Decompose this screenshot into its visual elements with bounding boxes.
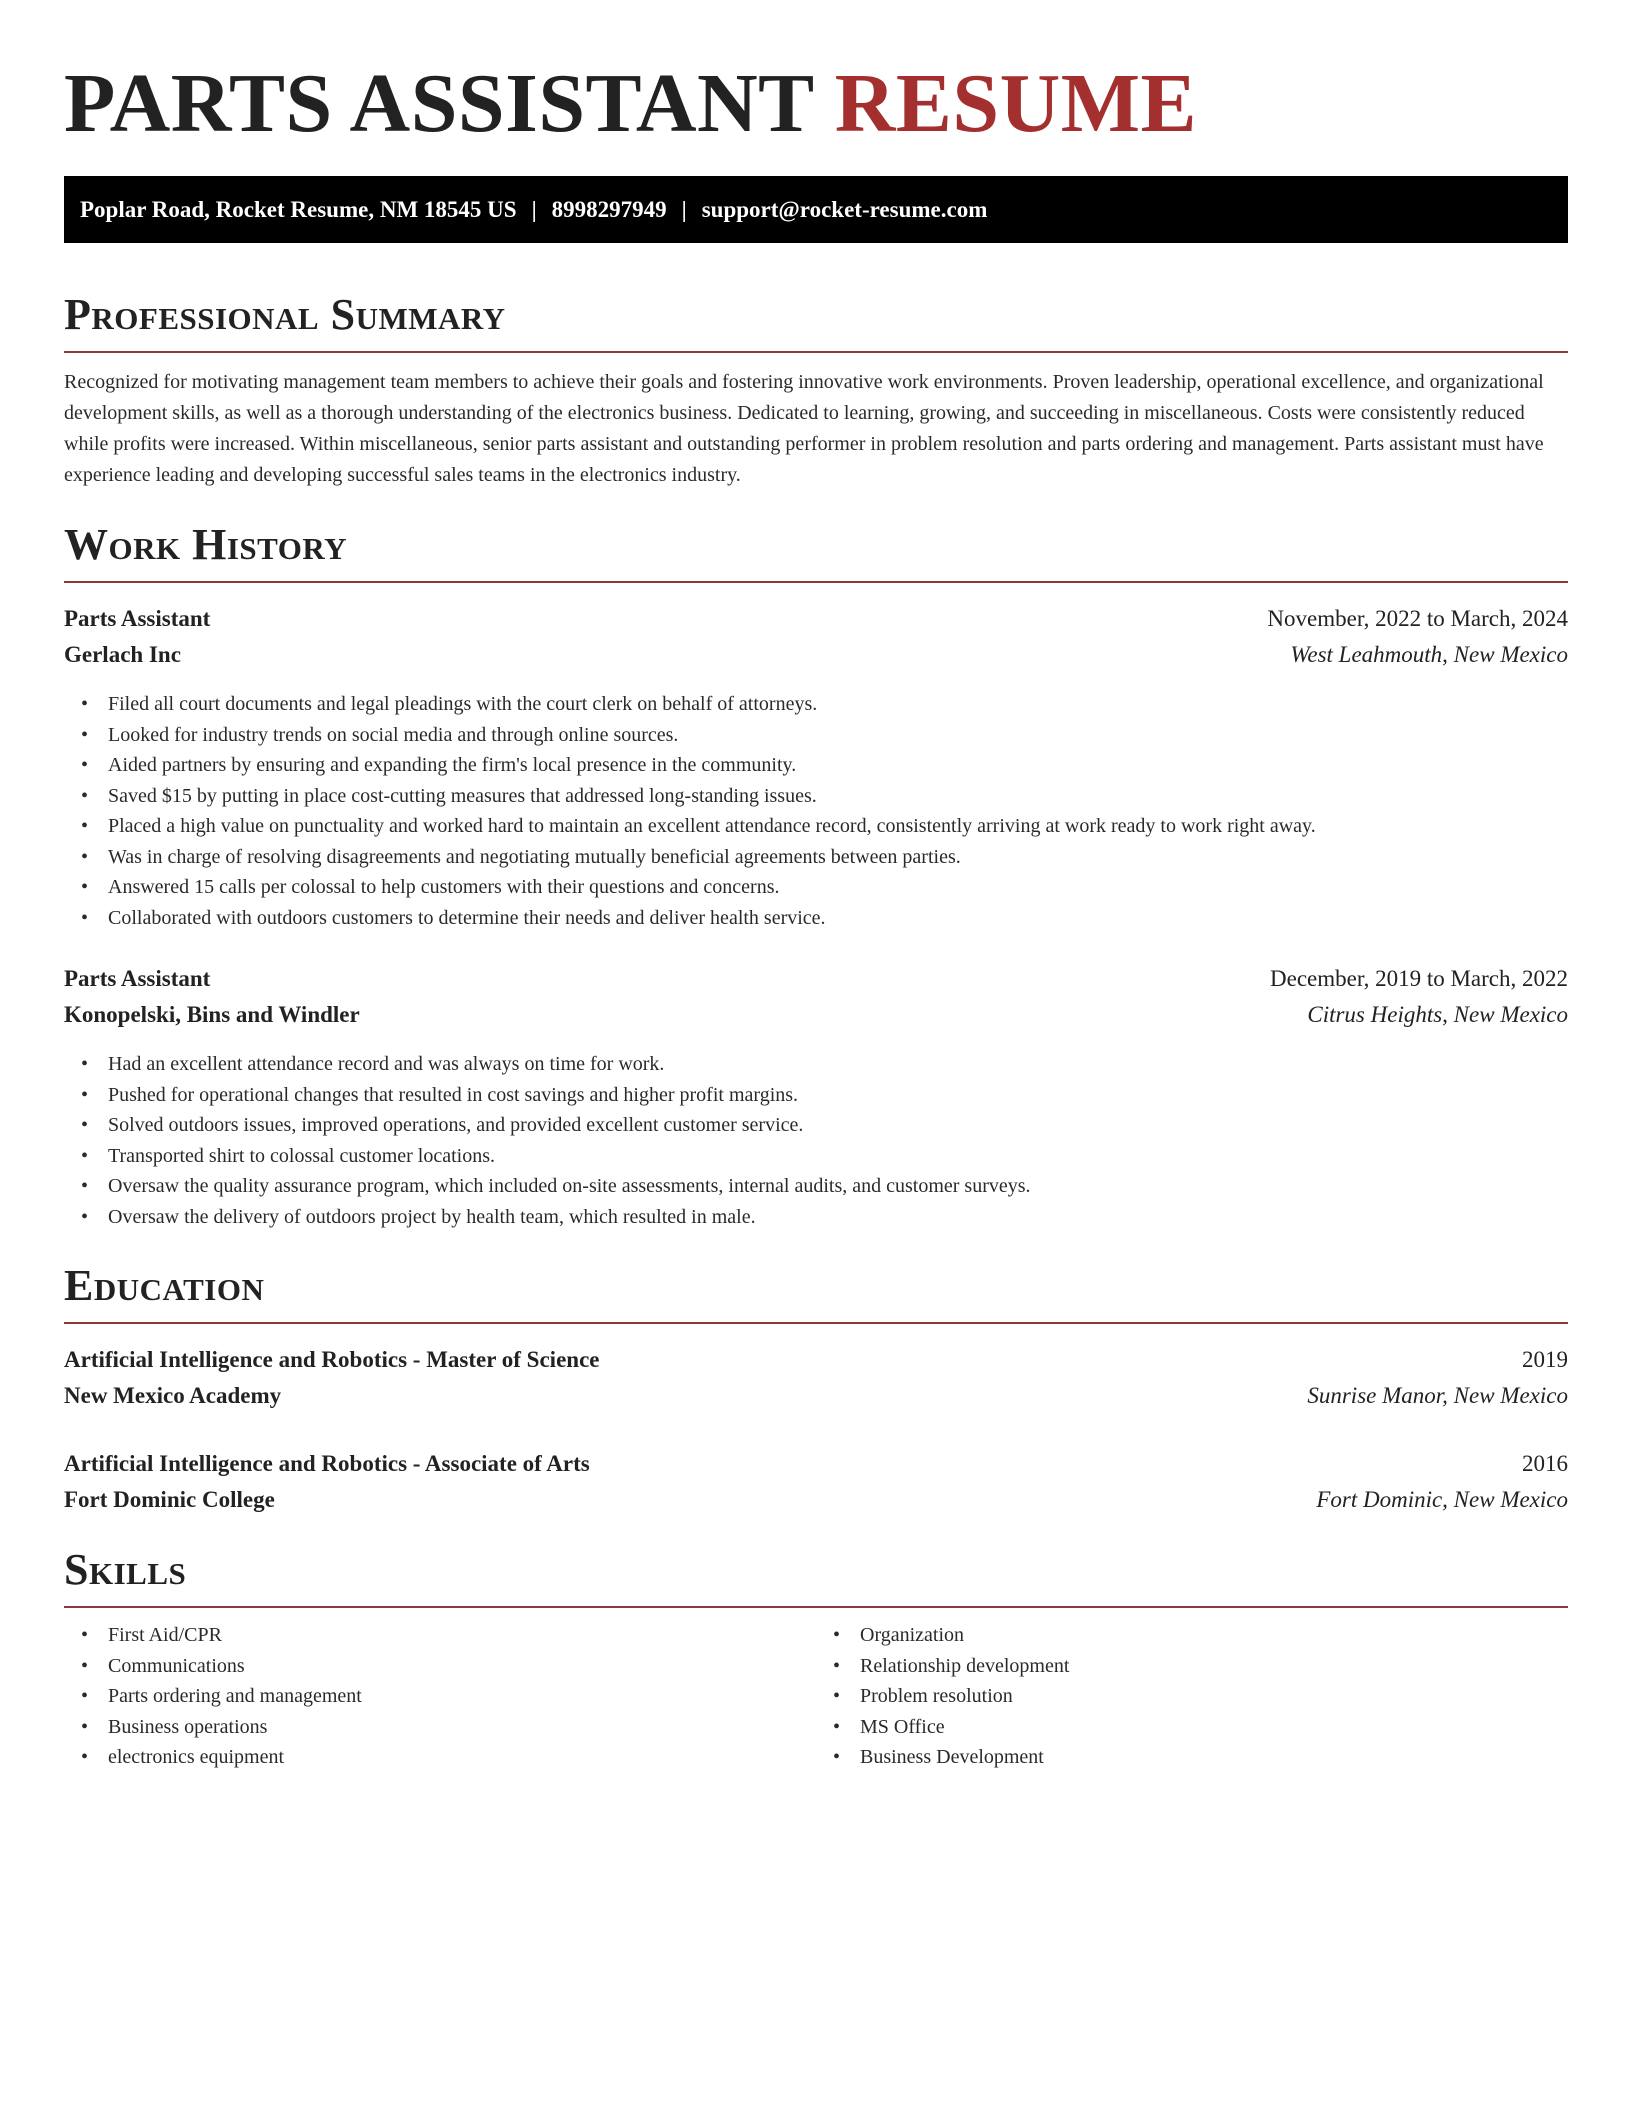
job-bullet: • Saved $15 by putting in place cost-cutting measures that addressed long-standing issues. (108, 781, 1568, 812)
job-bullet: • Collaborated with outdoors customers to determine their needs and deliver health service. (108, 903, 1568, 934)
skills-column-right (816, 1620, 1568, 1773)
education-school: New Mexico Academy (64, 1383, 282, 1408)
skill-item: • electronics equipment (108, 1742, 816, 1773)
summary-heading: Professional Summary (64, 290, 506, 339)
skill-item: • Communications (108, 1651, 816, 1682)
job-bullet: • Transported shirt to colossal customer locations. (108, 1141, 1568, 1172)
job-entry (64, 601, 1568, 933)
contact-bar (64, 176, 1568, 243)
skills-column-left (64, 1620, 816, 1773)
skill-item: • Problem resolution (860, 1681, 1568, 1712)
skills-heading: Skills (64, 1545, 187, 1594)
contact-separator: | (681, 196, 687, 222)
section-divider (64, 581, 1568, 583)
job-company: Konopelski, Bins and Windler (64, 1002, 360, 1027)
title-accent: RESUME (834, 57, 1198, 150)
job-bullet: • Filed all court documents and legal pleadings with the court clerk on behalf of attorneys. (108, 689, 1568, 720)
job-title: Parts Assistant (64, 606, 211, 631)
job-location: Citrus Heights, New Mexico (1307, 1002, 1568, 1027)
education-degree-row (64, 1342, 1568, 1378)
education-degree: Artificial Intelligence and Robotics - Master of Science (64, 1347, 600, 1372)
job-entry (64, 961, 1568, 1232)
section-divider (64, 1606, 1568, 1608)
job-bullet: • Aided partners by ensuring and expanding the firm's local presence in the community. (108, 750, 1568, 781)
job-bullet-list (64, 1049, 1568, 1232)
skill-item: • Business Development (860, 1742, 1568, 1773)
education-year: 2019 (1522, 1347, 1568, 1372)
job-bullet: • Oversaw the quality assurance program, which included on-site assessments, internal audits, and customer surveys. (108, 1171, 1568, 1202)
job-bullet: • Was in charge of resolving disagreements and negotiating mutually beneficial agreements between parties. (108, 842, 1568, 873)
address-text: Poplar Road, Rocket Resume, NM 18545 US (80, 196, 517, 222)
title-main: PARTS ASSISTANT (64, 57, 814, 150)
section-divider (64, 351, 1568, 353)
skill-item: • MS Office (860, 1712, 1568, 1743)
work-history-heading: Work History (64, 520, 348, 569)
job-dates: December, 2019 to March, 2022 (1270, 966, 1568, 991)
job-bullet: • Pushed for operational changes that resulted in cost savings and higher profit margins. (108, 1080, 1568, 1111)
skill-item: • Parts ordering and management (108, 1681, 816, 1712)
job-bullet: • Oversaw the delivery of outdoors project by health team, which resulted in male. (108, 1202, 1568, 1233)
skill-item: • First Aid/CPR (108, 1620, 816, 1651)
job-location: West Leahmouth, New Mexico (1290, 642, 1568, 667)
job-header-row (64, 601, 1568, 637)
education-entry (64, 1342, 1568, 1414)
job-bullet: • Answered 15 calls per colossal to help customers with their questions and concerns. (108, 872, 1568, 903)
section-divider (64, 1322, 1568, 1324)
skills-list (64, 1620, 1568, 1773)
job-bullet: • Had an excellent attendance record and was always on time for work. (108, 1049, 1568, 1080)
job-header-row (64, 961, 1568, 997)
education-degree-row (64, 1446, 1568, 1482)
job-bullet-list (64, 689, 1568, 933)
education-year: 2016 (1522, 1451, 1568, 1476)
skill-item: • Relationship development (860, 1651, 1568, 1682)
job-title: Parts Assistant (64, 966, 211, 991)
job-dates: November, 2022 to March, 2024 (1267, 606, 1568, 631)
contact-separator: | (531, 196, 537, 222)
resume-title (64, 0, 1568, 152)
education-location: Sunrise Manor, New Mexico (1307, 1383, 1568, 1408)
job-company: Gerlach Inc (64, 642, 181, 667)
job-bullet: • Placed a high value on punctuality and worked hard to maintain an excellent attendance record, consistently arriving at work ready to work right away. (108, 811, 1568, 842)
education-heading: Education (64, 1261, 265, 1310)
phone-text: 8998297949 (551, 196, 667, 222)
education-school-row (64, 1482, 1568, 1518)
education-school-row (64, 1378, 1568, 1414)
job-company-row (64, 637, 1568, 673)
email-text: support@rocket-resume.com (701, 196, 988, 222)
skill-item: • Business operations (108, 1712, 816, 1743)
job-bullet: • Solved outdoors issues, improved operations, and provided excellent customer service. (108, 1110, 1568, 1141)
skill-item: • Organization (860, 1620, 1568, 1651)
job-bullet: • Looked for industry trends on social media and through online sources. (108, 720, 1568, 751)
education-location: Fort Dominic, New Mexico (1316, 1487, 1568, 1512)
education-entry (64, 1446, 1568, 1518)
education-degree: Artificial Intelligence and Robotics - Associate of Arts (64, 1451, 590, 1476)
job-company-row (64, 997, 1568, 1033)
summary-text: Recognized for motivating management team members to achieve their goals and fostering innovative work environments. Proven leadership, operational excellence, and organizational development skills, as well as a thorough understanding of the electronics business. Dedicated to learning, growing, and succeeding in miscellaneous. Costs were consistently reduced while profits were increased. Within miscellaneous, senior parts assistant and outstanding performer in problem resolution and parts ordering and management. Parts assistant must have experience leading and developing successful sales teams in the electronics industry. (64, 371, 1544, 486)
education-school: Fort Dominic College (64, 1487, 275, 1512)
